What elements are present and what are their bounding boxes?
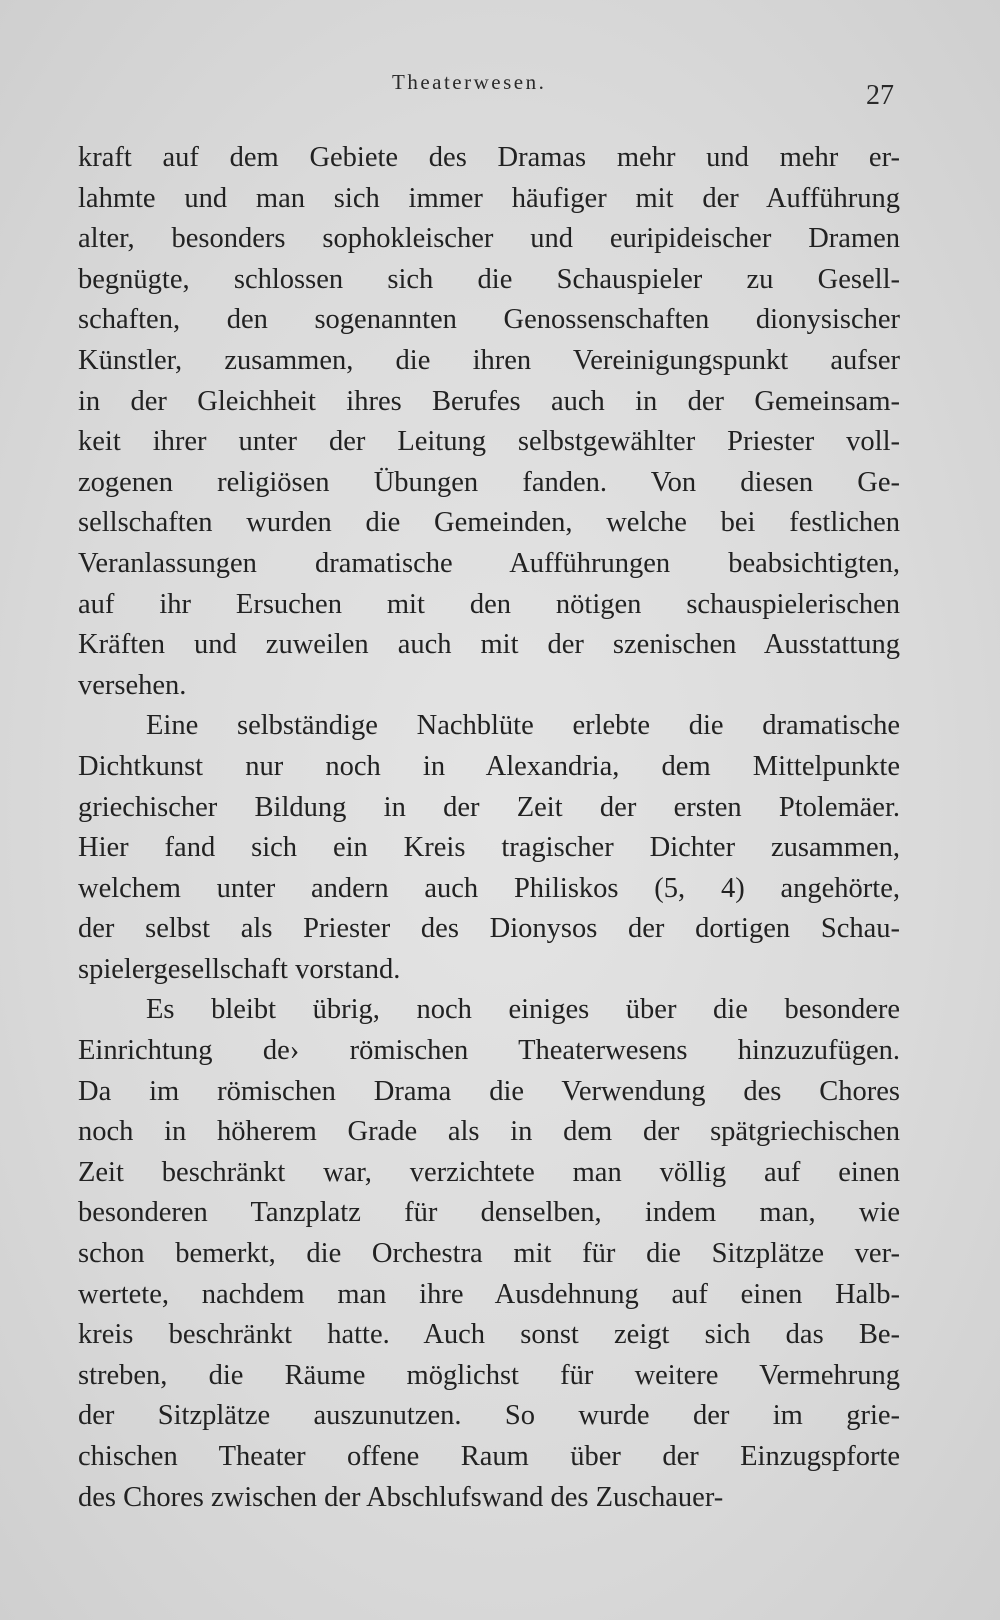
text-line: Eine selbständige Nachblüte erlebte die dramatische (146, 710, 900, 742)
text-line: Kräften und zuweilen auch mit der szenischen Ausstattung (78, 629, 900, 661)
text-line: Da im römischen Drama die Verwendung des Chores (78, 1075, 900, 1107)
text-line: Zeit beschränkt war, verzichtete man völlig auf einen (78, 1156, 900, 1188)
text-line: besonderen Tanzplatz für denselben, indem man, wie (78, 1197, 900, 1229)
text-line: in der Gleichheit ihres Berufes auch in der Gemeinsam- (78, 385, 900, 417)
page-number: 27 (866, 80, 894, 111)
paragraph (78, 990, 900, 1518)
text-line: des Chores zwischen der Abschlufswand des Zuschauer- (78, 1481, 724, 1513)
text-line: lahmte und man sich immer häufiger mit der Aufführung (78, 182, 900, 214)
text-line: Es bleibt übrig, noch einiges über die besondere (146, 994, 900, 1026)
text-line: welchem unter andern auch Philiskos (5, 4) angehörte, (78, 872, 900, 904)
text-line: wertete, nachdem man ihre Ausdehnung auf einen Halb- (78, 1278, 900, 1310)
text-line: griechischer Bildung in der Zeit der ersten Ptolemäer. (78, 791, 900, 823)
text-line: der Sitzplätze auszunutzen. So wurde der im grie- (78, 1400, 900, 1432)
text-line: noch in höherem Grade als in dem der spätgriechischen (78, 1116, 900, 1148)
text-line: streben, die Räume möglichst für weitere Vermehrung (78, 1359, 900, 1391)
text-line: auf ihr Ersuchen mit den nötigen schauspielerischen (78, 588, 900, 620)
text-line: keit ihrer unter der Leitung selbstgewählter Priester voll- (78, 426, 900, 458)
paragraph (78, 138, 900, 706)
running-title: Theaterwesen. (392, 70, 547, 94)
text-line: Veranlassungen dramatische Aufführungen beabsichtigten, (78, 547, 900, 579)
text-line: sellschaften wurden die Gemeinden, welche bei festlichen (78, 507, 900, 539)
text-line: chischen Theater offene Raum über der Einzugspforte (78, 1441, 900, 1472)
text-line: Künstler, zusammen, die ihren Vereinigungspunkt aufser (78, 344, 900, 376)
text-line: alter, besonders sophokleischer und euripideischer Dramen (78, 223, 900, 255)
text-line: schaften, den sogenannten Genossenschaften dionysischer (78, 304, 900, 336)
text-line: Einrichtung de› römischen Theaterwesens hinzuzufügen. (78, 1035, 900, 1067)
paragraph (78, 706, 900, 990)
text-line: begnügte, schlossen sich die Schauspieler zu Gesell- (78, 263, 900, 295)
text-line: kreis beschränkt hatte. Auch sonst zeigt sich das Be- (78, 1319, 900, 1351)
body-text (78, 138, 900, 1518)
text-line: schon bemerkt, die Orchestra mit für die Sitzplätze ver- (78, 1238, 900, 1270)
text-line: kraft auf dem Gebiete des Dramas mehr und mehr er- (78, 142, 900, 173)
text-line: Hier fand sich ein Kreis tragischer Dichter zusammen, (78, 832, 900, 864)
text-line: spielergesellschaft vorstand. (78, 953, 401, 985)
text-line: der selbst als Priester des Dionysos der dortigen Schau- (78, 913, 900, 945)
text-line: Dichtkunst nur noch in Alexandria, dem Mittelpunkte (78, 750, 900, 782)
text-line: versehen. (78, 669, 187, 701)
page-header (0, 70, 1000, 110)
text-line: zogenen religiösen Übungen fanden. Von diesen Ge- (78, 466, 900, 498)
